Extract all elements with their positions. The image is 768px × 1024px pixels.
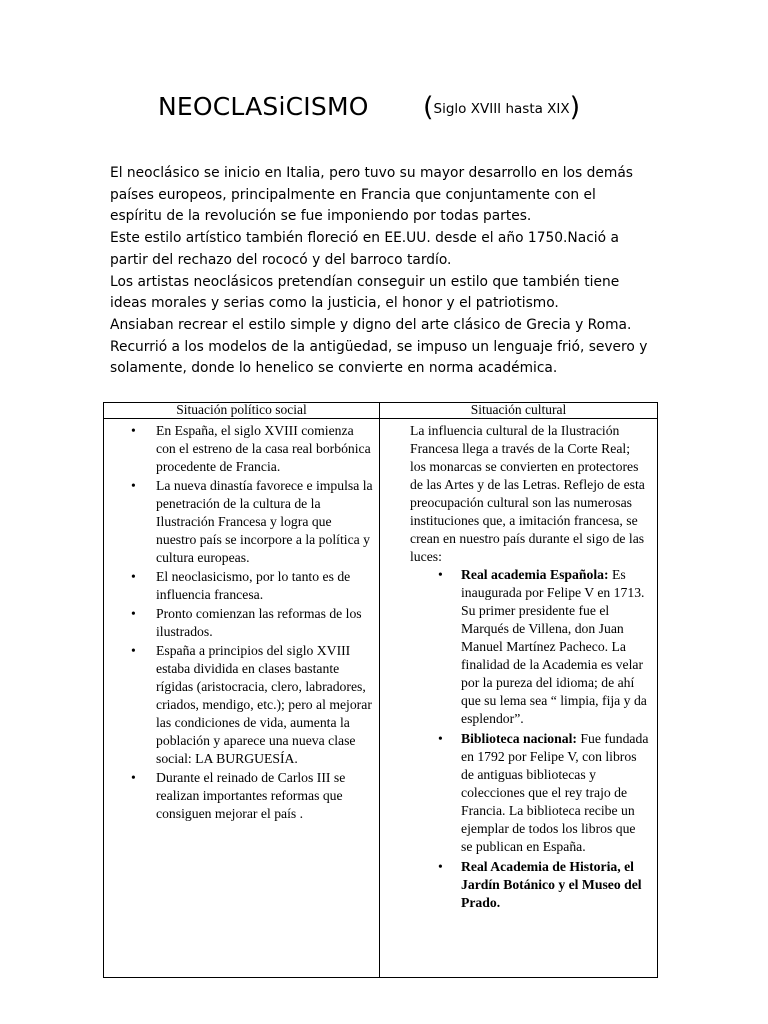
political-social-column [104, 422, 379, 824]
bullet-icon: • [131, 423, 136, 438]
institution-description: Fue fundada en 1792 por Felipe V, con libros de antiguas bibliotecas y colecciones que el rey trajo de Francia. La biblioteca recibe un ejemplar de todos los libros que se publican en España. [461, 731, 649, 854]
institution-name: Real academia Española: [461, 567, 609, 582]
intro-text [110, 163, 680, 380]
bullet-icon: • [438, 859, 443, 874]
bullet-icon: • [131, 478, 136, 493]
institution-description: Es inaugurada por Felipe V en 1713. Su primer presidente fue el Marqués de Villena, don Juan Manuel Martínez Pacheco. La finalidad de la Academia es velar por la pureza del idioma; de ahí que su lema sea “ limpia, fija y da esplendor”. [461, 567, 647, 726]
intro-line: Ansiaban recrear el estilo simple y digno del arte clásico de Grecia y Roma. [110, 316, 632, 333]
bullet-icon: • [131, 569, 136, 584]
bullet-icon: • [438, 567, 443, 582]
list-item-text: En España, el siglo XVIII comienza con el estreno de la casa real borbónica procedente de Francia. [156, 423, 371, 474]
list-item-text: España a principios del siglo XVIII estaba dividida en clases bastante rígidas (aristocracia, clero, labradores, criados, mendigo, etc.); pero al mejorar las condiciones de vida, aumenta la población y aparece una nueva clase social: LA BURGUESÍA. [156, 643, 372, 766]
intro-line: solamente, donde lo henelico se convierte en norma académica. [110, 360, 558, 377]
header-cultural: Situación cultural [470, 402, 567, 417]
list-item-text: Durante el reinado de Carlos III se realizan importantes reformas que consiguen mejorar el país . [156, 770, 346, 821]
intro-line: Los artistas neoclásicos pretendían conseguir un estilo que también tiene [110, 273, 620, 290]
header-divider [104, 418, 657, 419]
intro-line: partir del rechazo del rococó y del barroco tardío. [110, 251, 452, 268]
title-period [423, 92, 580, 123]
list-item-text: El neoclasicismo, por lo tanto es de influencia francesa. [156, 569, 351, 602]
close-paren: ) [569, 92, 581, 123]
intro-line: países europeos, principalmente en Francia que conjuntamente con el [110, 186, 596, 203]
bullet-icon: • [131, 770, 136, 785]
list-item [104, 605, 379, 641]
intro-line: El neoclásico se inicio en Italia, pero tuvo su mayor desarrollo en los demás [110, 165, 633, 181]
bullet-icon: • [131, 606, 136, 621]
cultural-column [380, 422, 657, 914]
comparison-table [103, 402, 658, 978]
institution-name: Real Academia de Historia, el Jardín Botánico y el Museo del Prado. [461, 859, 642, 910]
list-item [104, 642, 379, 768]
subtitle: Siglo XVIII hasta XIX [433, 101, 570, 117]
list-item-text: Pronto comienzan las reformas de los ilustrados. [156, 606, 362, 639]
political-social-list [104, 422, 379, 823]
list-item [104, 568, 379, 604]
header-political-social: Situación político social [176, 402, 307, 417]
page-title: NEOCLASiCISMO [158, 92, 369, 121]
cultural-intro: La influencia cultural de la Ilustración Francesa llega a través de la Corte Real; los monarcas se convierten en protectores de las Artes y de las Letras. Reflejo de esta preocupación cultural son las numerosas instituciones que, a imitación francesa, se crean en nuestro país durante el sigo de las luces: [410, 423, 645, 564]
bullet-icon: • [438, 731, 443, 746]
intro-line: Este estilo artístico también floreció en EE.UU. desde el año 1750.Nació a [110, 230, 619, 247]
list-item [380, 730, 657, 856]
list-item-text: La nueva dinastía favorece e impulsa la penetración de la cultura de la Ilustración Francesa y logra que nuestro país se incorpore a la política y cultura europeas. [156, 478, 373, 565]
list-item [104, 422, 379, 476]
list-item [380, 858, 657, 912]
intro-line: Recurrió a los modelos de la antigüedad, se impuso un lenguaje frió, severo y [110, 338, 648, 355]
institutions-list [380, 566, 657, 912]
intro-line: ideas morales y serias como la justicia, el honor y el patriotismo. [110, 295, 559, 312]
open-paren: ( [423, 92, 434, 123]
intro-line: espíritu de la revolución se fue imponiendo por todas partes. [110, 208, 532, 225]
list-item [104, 769, 379, 823]
title-row [158, 92, 718, 121]
list-item [104, 477, 379, 567]
institution-name: Biblioteca nacional: [461, 731, 577, 746]
list-item [380, 566, 657, 728]
bullet-icon: • [131, 643, 136, 658]
